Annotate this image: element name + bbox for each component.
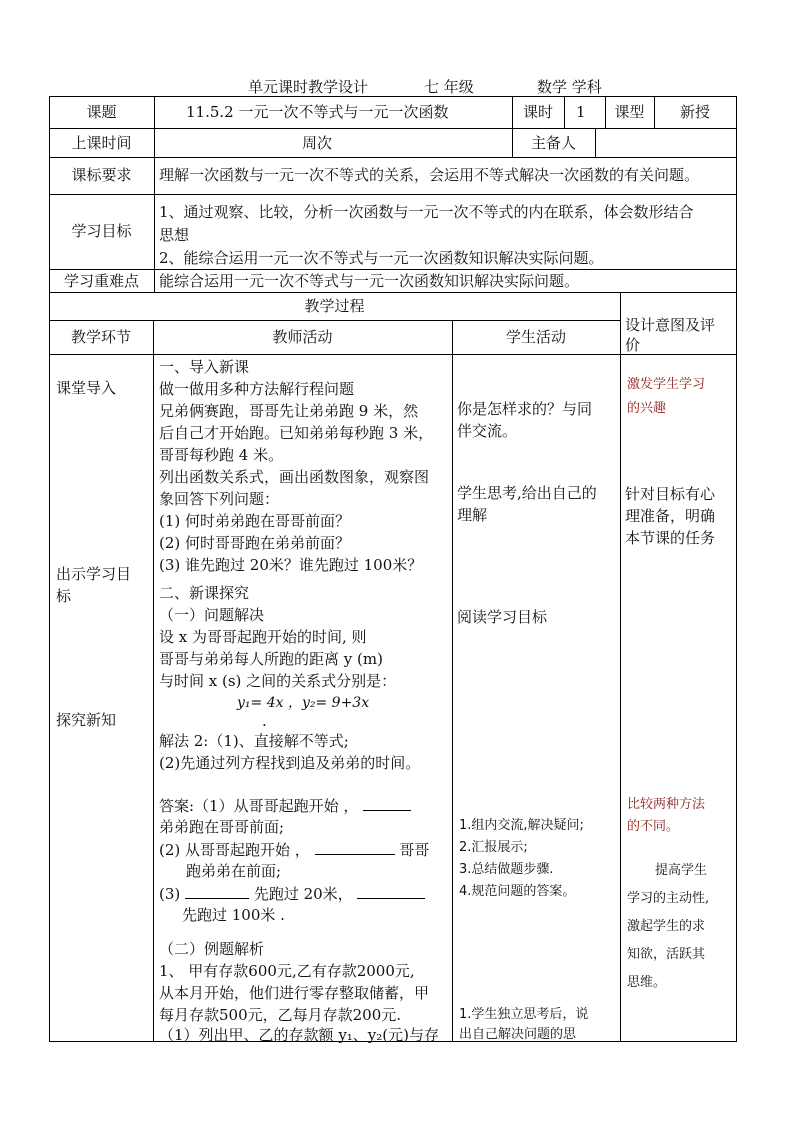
teacher-line: （二）例题解析 [159,940,265,958]
design-line: 激发学生学习 [627,377,706,392]
teacher-line: 二、新课探究 [159,584,250,602]
answer-line-2 [159,838,429,861]
header-grade: 七 年级 [424,78,474,96]
stage-objectives-cont: 标 [56,587,72,605]
stage-objectives: 出示学习目 [56,565,132,583]
teacher-line: （一）问题解决 [159,606,265,624]
grid-line [49,157,737,158]
teacher-line: 象回答下列问题： [159,490,280,508]
design-line: 激起学生的求 [627,919,706,934]
answer-text: 哥哥 [399,841,430,859]
design-line: 比较两种方法 [627,797,706,812]
teacher-line: 先跑过 100米 . [182,906,285,924]
teacher-line: (2) 何时哥哥跑在弟弟前面？ [159,534,351,552]
design-line: 针对目标有心 [625,485,716,503]
objectives-label: 学习目标 [71,222,132,240]
standard-label: 课标要求 [71,166,132,184]
student-line: 学生思考,给出自己的 [457,484,597,502]
topic-value: 11.5.2 一元一次不等式与一元一次函数 [186,103,449,121]
grid-line [595,128,596,157]
teacher-line: 设 x 为哥哥起跑开始的时间, 则 [159,628,367,646]
teacher-line: 哥哥与弟弟每人所跑的距离 y (m) [159,650,383,668]
topic-label: 课题 [86,103,117,121]
answer-blank[interactable] [315,838,395,855]
col-teacher-header: 教师活动 [272,328,333,346]
header-title: 单元课时教学设计 [248,78,369,96]
grid-line [620,292,621,1041]
teacher-line: 列出函数关系式，画出函数图象，观察图 [159,468,430,486]
teacher-line: (1) 何时弟弟跑在哥哥前面？ [159,512,351,530]
type-label: 课型 [614,103,645,121]
preparer-label: 主备人 [530,134,576,152]
student-line: 你是怎样求的？与同 [457,400,593,418]
teacher-line: (3) 谁先跑过 20米？谁先跑过 100米？ [159,556,423,574]
design-line: 的不同。 [627,819,680,834]
col-student-header: 学生活动 [505,328,566,346]
design-line: 本节课的任务 [625,529,716,547]
answer-blank[interactable] [185,882,249,899]
objective-2: 2、能综合运用一元一次不等式与一元一次函数知识解决实际问题。 [159,249,604,267]
col-stage-header: 教学环节 [70,328,131,346]
student-line: 3.总结做题步骤. [459,862,554,877]
answer-line-1 [159,794,411,817]
design-line: 学习的主动性, [627,891,710,906]
student-line: 4.规范问题的答案。 [459,884,576,899]
design-line: 提高学生 [655,863,708,878]
week-label: 周次 [302,134,333,152]
process-title: 教学过程 [304,297,365,315]
hours-label: 课时 [522,103,553,121]
teacher-line: 后自己才开始跑。已知弟弟每秒跑 3 米， [159,424,434,442]
design-line: 思维。 [627,975,667,990]
teacher-line: （1）列出甲、乙的存款额 y₁、y₂(元)与存 [159,1026,439,1044]
hours-value: 1 [576,103,586,121]
grid-line [736,96,737,1042]
teacher-line: 跑弟弟在前面; [186,862,282,880]
page-header [0,76,794,96]
col-design-header: 设计意图及评 [625,316,716,334]
grid-line [564,96,565,128]
key-points-label: 学习重难点 [63,272,139,290]
student-line: 出自己解决问题的思 [459,1027,577,1042]
design-line: 的兴趣 [627,401,667,416]
standard-text: 理解一次函数与一元一次不等式的关系，会运用不等式解决一次函数的有关问题。 [159,166,700,184]
grid-line [49,128,737,129]
teacher-line: . [262,712,267,730]
answer-text: (3) [159,885,181,903]
objective-1-cont: 思想 [159,226,190,244]
teacher-line: 与时间 x (s) 之间的关系式分别是： [159,672,397,690]
answer-text: (2) 从哥哥起跑开始 ， [159,841,310,859]
teacher-line: 从本月开始，他们进行零存整取储蓄，甲 [159,984,430,1002]
grid-line [49,292,737,293]
design-line: 知欲，活跃其 [627,947,706,962]
student-line: 伴交流。 [457,422,518,440]
teacher-line: 哥哥每秒跑 4 米。 [159,446,284,464]
type-value: 新授 [679,103,710,121]
answer-text: 先跑过 20米， [253,885,353,903]
grid-line [49,96,737,97]
teacher-line: 做一做用多种方法解行程问题 [159,380,355,398]
student-line: 理解 [457,506,488,524]
teacher-line: 1、 甲有存款600元,乙有存款2000元, [159,962,415,980]
student-line: 阅读学习目标 [457,608,548,626]
answer-blank[interactable] [363,794,411,811]
answer-line-3 [159,882,425,905]
student-line: 2.汇报展示; [459,840,528,855]
answer-text: 答案:（1）从哥哥起跑开始 ， [159,797,359,815]
student-line: 1.学生独立思考后，说 [459,1007,589,1022]
teacher-line: (2)先通过列方程找到追及弟弟的时间。 [159,754,421,772]
stage-intro: 课堂导入 [56,379,117,397]
teacher-line: 兄弟俩赛跑，哥哥先让弟弟跑 9 米，然 [159,402,419,420]
student-line: 1.组内交流,解决疑问; [459,818,584,833]
grid-line [452,320,453,1041]
teacher-line: 每月存款500元，乙每月存款200元. [159,1006,402,1024]
teacher-line: 弟弟跑在哥哥前面; [159,818,285,836]
teacher-formula: y₁= 4x ，y₂= 9+3x [237,695,370,711]
class-time-label: 上课时间 [71,134,132,152]
lesson-plan-table [49,96,737,1042]
grid-line [154,96,155,292]
design-line: 理准备，明确 [625,507,716,525]
key-points-text: 能综合运用一元一次不等式与一元一次函数知识解决实际问题。 [159,272,580,290]
stage-explore: 探究新知 [56,711,117,729]
teacher-line: 解法 2:（1)、直接解不等式; [159,732,349,750]
answer-blank[interactable] [357,882,425,899]
header-subject: 数学 学科 [537,78,602,96]
teacher-line: 一、导入新课 [159,358,250,376]
objective-1: 1、通过观察、比较，分析一次函数与一元一次不等式的内在联系，体会数形结合 [159,203,694,221]
col-design-header-cont: 价 [625,336,641,354]
grid-line [153,320,154,1041]
grid-line [49,320,620,321]
grid-line [49,194,737,195]
